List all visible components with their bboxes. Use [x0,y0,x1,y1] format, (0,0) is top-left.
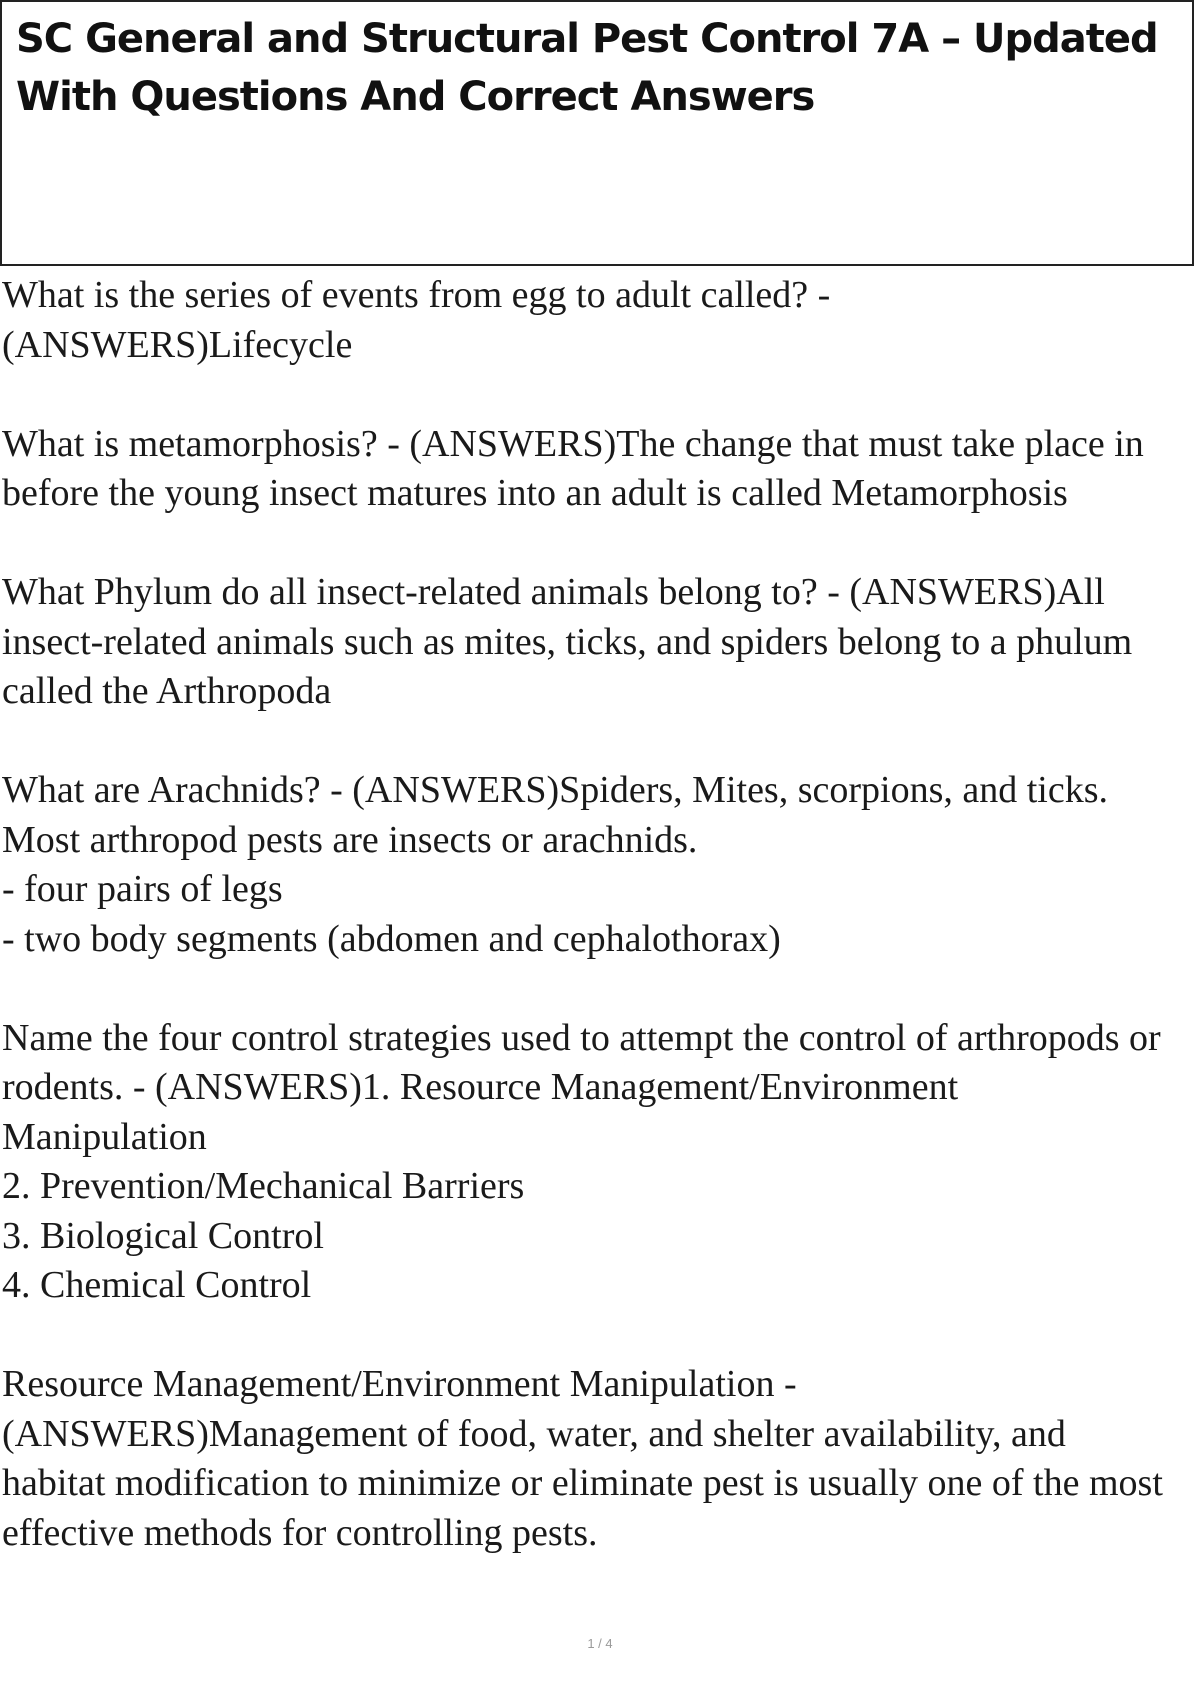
title-box [0,0,1194,266]
title-line-1: SC General and Structural Pest Control 7A – Updated [16,16,1158,62]
qa-item-control-strategies [2,1014,1198,1311]
qa-line: - two body segments (abdomen and cephalothorax) [2,917,781,960]
qa-line: effective methods for controlling pests. [2,1511,598,1554]
qa-line: insect-related animals such as mites, ticks, and spiders belong to a phulum [2,620,1133,663]
qa-item-resource-management [2,1360,1198,1558]
qa-line: What Phylum do all insect-related animals belong to? - (ANSWERS)All [2,571,1105,613]
qa-line: (ANSWERS)Lifecycle [2,323,353,366]
qa-line: What are Arachnids? - (ANSWERS)Spiders, Mites, scorpions, and ticks. [2,769,1109,811]
qa-line: 4. Chemical Control [2,1264,312,1306]
title-line-2: With Questions And Correct Answers [16,74,815,120]
qa-content [2,271,1198,1608]
page-number: 1 / 4 [587,1636,613,1651]
qa-line: Manipulation [2,1115,207,1158]
qa-line: called the Arthropoda [2,670,332,712]
qa-line: Name the four control strategies used to attempt the control of arthropods or [2,1016,1161,1059]
qa-line: before the young insect matures into an adult is called Metamorphosis [2,472,1068,514]
qa-line: 2. Prevention/Mechanical Barriers [2,1165,525,1207]
document-title [16,10,1178,126]
qa-line: rodents. - (ANSWERS)1. Resource Management/Environment [2,1066,959,1108]
qa-item-metamorphosis [2,420,1198,519]
qa-line: - four pairs of legs [2,868,283,910]
qa-item-arachnids [2,766,1198,964]
qa-item-lifecycle [2,271,1198,370]
qa-item-phylum [2,568,1198,717]
qa-line: What is metamorphosis? - (ANSWERS)The change that must take place in [2,422,1144,465]
qa-line: Most arthropod pests are insects or arachnids. [2,818,698,861]
qa-line: habitat modification to minimize or eliminate pest is usually one of the most [2,1462,1163,1504]
qa-line: What is the series of events from egg to adult called? - [2,274,831,316]
qa-line: 3. Biological Control [2,1214,324,1257]
qa-line: Resource Management/Environment Manipulation - [2,1363,797,1405]
qa-line: (ANSWERS)Management of food, water, and shelter availability, and [2,1412,1066,1455]
